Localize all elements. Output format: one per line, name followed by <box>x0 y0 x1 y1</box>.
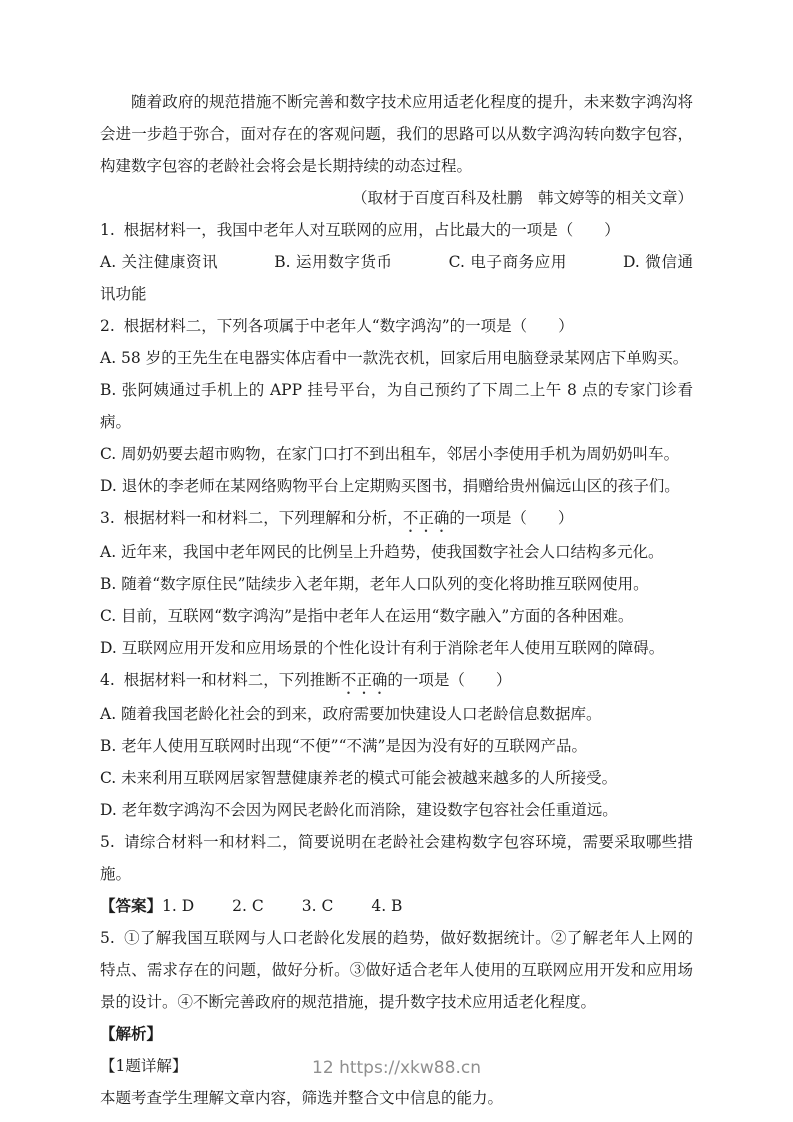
question-4-text-suffix: 的一项是（ ） <box>387 671 512 689</box>
question-5-stem <box>100 826 693 890</box>
question-2-number: 2. <box>100 317 115 335</box>
question-5-text: 请综合材料一和材料二，简要说明在老龄社会建构数字包容环境，需要采取哪些措施。 <box>100 833 693 883</box>
question-4-emphasized-text: 不正确 <box>340 671 388 689</box>
footer-url: https://xkw88.cn <box>339 1058 481 1078</box>
answer-label: 【答案】 <box>100 896 163 915</box>
source-attribution: （取材于百度百科及杜鹏 韩文婷等的相关文章） <box>351 189 693 207</box>
answer-q4: 4. B <box>371 897 403 915</box>
answer-q3: 3. C <box>301 897 334 915</box>
analysis-q1-text: 本题考查学生理解文章内容，筛选并整合文中信息的能力。 <box>100 1089 504 1107</box>
question-3-text-suffix: 的一项是（ ） <box>449 509 574 527</box>
question-3-option-c: C. 目前，互联网“数字鸿沟”是指中老年人在运用“数字融入”方面的各种困难。 <box>100 607 634 625</box>
question-3-stem <box>100 502 693 536</box>
question-2-option-d: D. 退休的李老师在某网络购物平台上定期购买图书，捐赠给贵州偏远山区的孩子们。 <box>100 477 680 495</box>
question-4-option-c: C. 未来利用互联网居家智慧健康养老的模式可能会被越来越多的人所接受。 <box>100 769 618 787</box>
question-1-option-c: C. 电子商务应用 <box>448 253 567 271</box>
question-1-options <box>100 246 693 310</box>
document-body <box>100 86 693 1114</box>
question-2-stem <box>100 310 693 342</box>
question-2-option-c: C. 周奶奶要去超市购物，在家门口打不到出租车，邻居小李使用手机为周奶奶叫车。 <box>100 445 680 463</box>
question-2-text: 根据材料二，下列各项属于中老年人“数字鸿沟”的一项是（ ） <box>123 317 574 335</box>
question-4-option-a: A. 随着我国老龄化社会的到来，政府需要加快建设人口老龄信息数据库。 <box>100 705 602 723</box>
answer-q5-paragraph <box>100 922 693 1018</box>
question-3-option-a: A. 近年来，我国中老年网民的比例呈上升趋势，使我国数字社会人口结构多元化。 <box>100 543 664 561</box>
question-3-option-b: B. 随着“数字原住民”陆续步入老年期，老年人口队列的变化将助推互联网使用。 <box>100 575 649 593</box>
analysis-label: 【解析】 <box>100 1024 163 1043</box>
question-1-stem <box>100 214 693 246</box>
answer-q2: 2. C <box>232 897 264 915</box>
question-4-option-d: D. 老年数字鸿沟不会因为网民老龄化而消除，建设数字包容社会任重道远。 <box>100 801 618 819</box>
answer-line <box>100 890 693 922</box>
question-5-number: 5. <box>100 833 115 851</box>
question-3-emphasized-text: 不正确 <box>402 509 450 527</box>
question-4-number: 4. <box>100 671 115 689</box>
page-footer <box>0 1058 793 1078</box>
question-2-option-b: B. 张阿姨通过手机上的 APP 挂号平台，为自己预约了下周二上午 8 点的专家门诊看病。 <box>100 381 693 431</box>
question-1-option-b: B. 运用数字货币 <box>274 253 393 271</box>
question-4-stem <box>100 664 693 698</box>
question-1-text: 根据材料一，我国中老年人对互联网的应用，占比最大的一项是（ ） <box>123 221 620 239</box>
question-4-text-prefix: 根据材料一和材料二，下列推断 <box>123 671 341 689</box>
question-1-option-a: A. 关注健康资讯 <box>100 253 219 271</box>
page-number: 12 <box>312 1058 334 1078</box>
intro-paragraph: 随着政府的规范措施不断完善和数字技术应用适老化程度的提升，未来数字鸿沟将会进一步趋于弥合，面对存在的客观问题，我们的思路可以从数字鸿沟转向数字包容，构建数字包容的老龄社会将会是长期持续的动态过程。 <box>100 93 693 175</box>
question-1-number: 1. <box>100 221 115 239</box>
question-4-option-b: B. 老年人使用互联网时出现“不便”“不满”是因为没有好的互联网产品。 <box>100 737 587 755</box>
answer-q5-text: ①了解我国互联网与人口老龄化发展的趋势，做好数据统计。②了解老年人上网的特点、需求存在的问题，做好分析。③做好适合老年人使用的互联网应用开发和应用场景的设计。④不断完善政府的规范措施，提升数字技术应用适老化程度。 <box>100 929 693 1011</box>
answer-q1: 1. D <box>162 897 195 915</box>
question-2-option-a: A. 58 岁的王先生在电器实体店看中一款洗衣机，回家后用电脑登录某网店下单购买。 <box>100 349 689 367</box>
question-1-option-d: D. 微信通讯功能 <box>100 253 693 303</box>
question-3-text-prefix: 根据材料一和材料二，下列理解和分析， <box>123 509 403 527</box>
answer-q5-number: 5. <box>100 929 115 947</box>
question-3-option-d: D. 互联网应用开发和应用场景的个性化设计有利于消除老年人使用互联网的障碍。 <box>100 639 665 657</box>
question-3-number: 3. <box>100 509 115 527</box>
analysis-q1-heading: 【1题详解】 <box>100 1057 188 1075</box>
